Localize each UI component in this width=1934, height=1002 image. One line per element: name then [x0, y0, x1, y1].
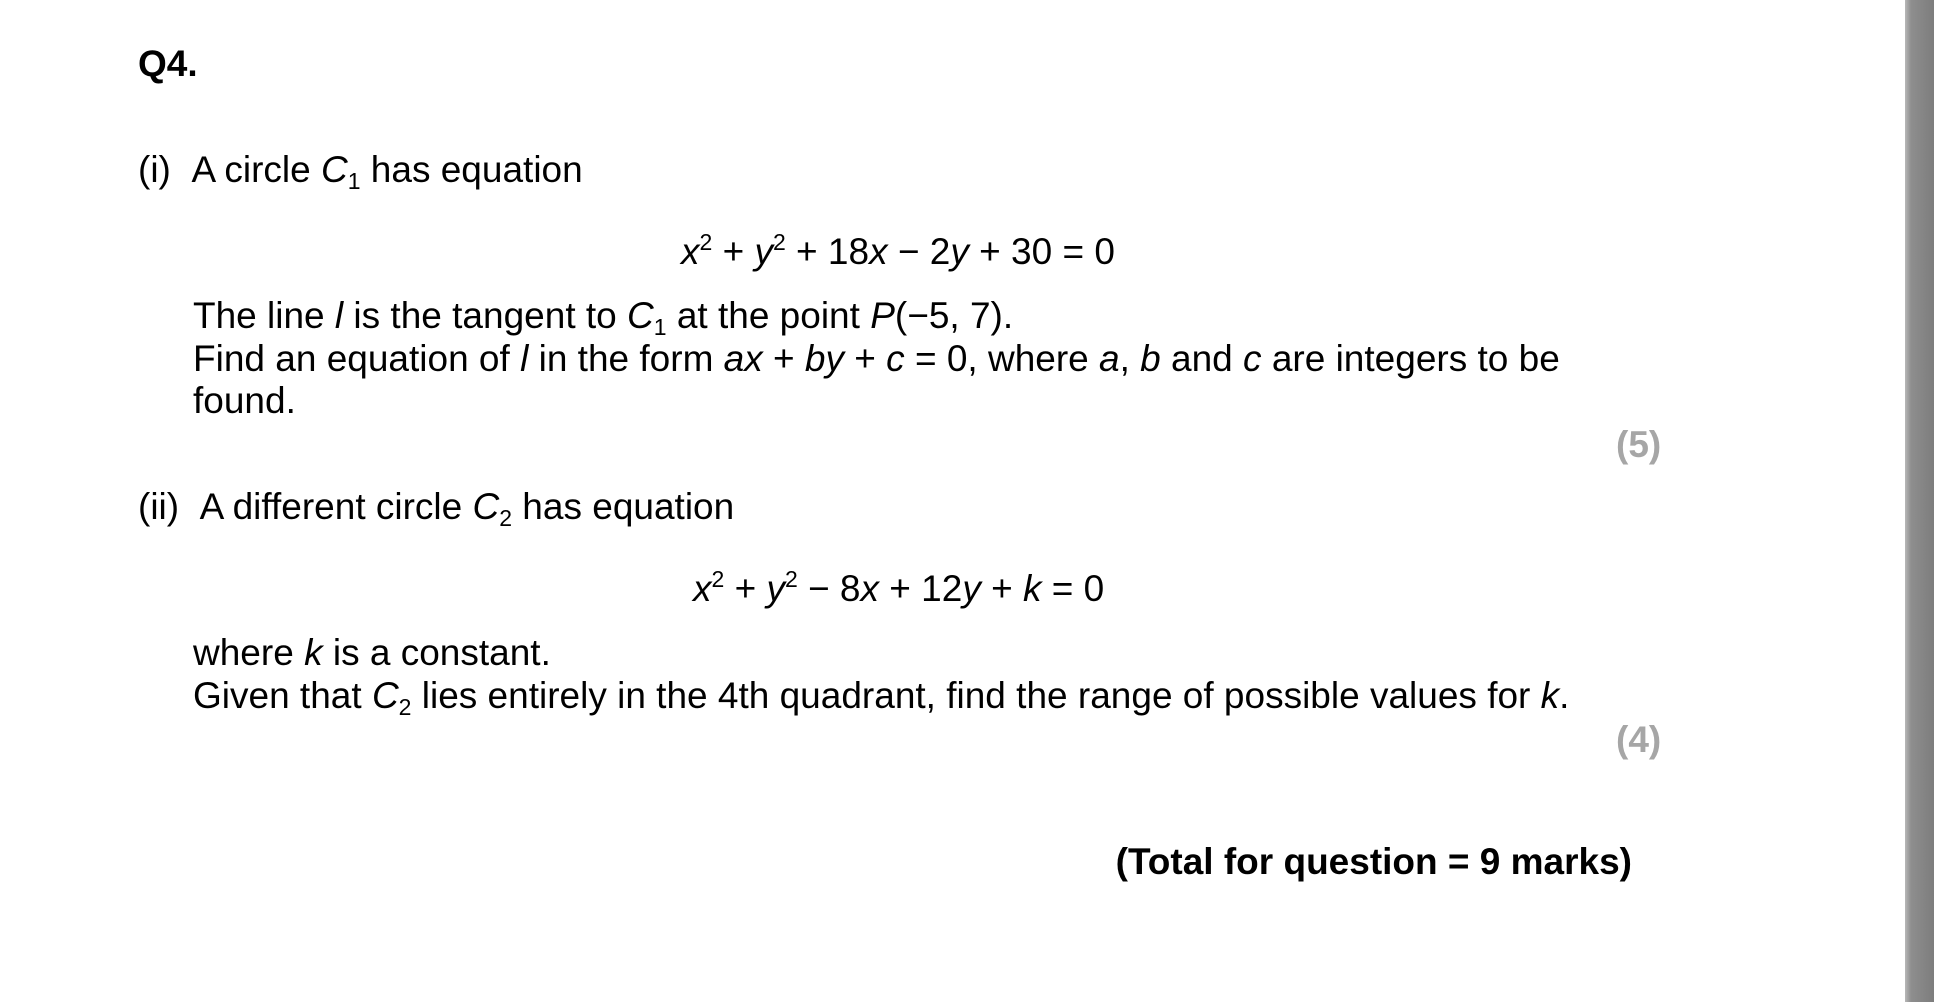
part-i-text-line-3: found. — [193, 380, 296, 421]
part-ii-marks: (4) — [1616, 719, 1662, 760]
part-i-text-line-1: The line l is the tangent to $C_1$ at the point P(−5, 7). — [193, 295, 1014, 340]
part-i-intro: (i) A circle $C_1$ has equation — [138, 149, 583, 194]
part-ii-label: (ii) — [138, 486, 180, 527]
part-ii-text-line-1: where k is a constant. — [193, 632, 551, 673]
part-ii-intro: (ii) A different circle $C_2$ has equation — [138, 486, 735, 531]
part-i-equation: $x^2 + y^2 + 18x - 2y + 30 = 0$ — [681, 229, 1115, 272]
part-i-text-line-2: Find an equation of l in the form ax + by + c = 0, where a, b and c are integers to be — [193, 338, 1560, 379]
total-marks: (Total for question = 9 marks) — [1115, 841, 1632, 882]
part-ii-text-line-2: Given that $C_2$ lies entirely in the 4th quadrant, find the range of possible values for k. — [193, 675, 1570, 720]
part-i-marks: (5) — [1616, 424, 1662, 465]
window-edge — [1905, 0, 1934, 1002]
question-number: Q4. — [138, 43, 198, 84]
part-i-label: (i) — [138, 149, 171, 190]
part-ii-equation: $x^2 + y^2 - 8x + 12y + k = 0$ — [693, 566, 1105, 609]
